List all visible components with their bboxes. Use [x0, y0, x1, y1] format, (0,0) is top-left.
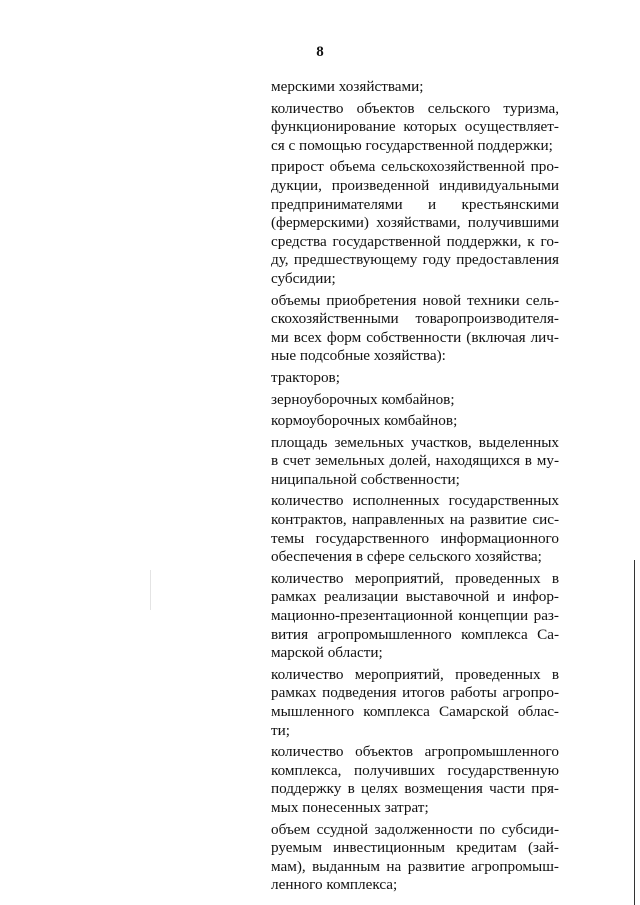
- text-line: контрактов, направленных на развитие сис-: [271, 511, 559, 529]
- page-number: 8: [316, 44, 324, 60]
- text-line: количество объектов агропромышленного: [271, 743, 559, 761]
- text-line: обеспечения в сфере сельского хозяйства;: [271, 548, 542, 566]
- text-line: ду, предшествующему году предоставления: [271, 251, 559, 269]
- text-line: тракторов;: [271, 368, 340, 386]
- text-line: мационно-презентационной концепции раз-: [271, 607, 559, 625]
- text-line: ниципальной собственности;: [271, 470, 460, 488]
- list-item: [271, 391, 559, 410]
- text-line: скохозяйственными товаропроизводителя-: [271, 310, 559, 328]
- text-line: количество мероприятий, проведенных в: [271, 569, 559, 587]
- text-line: прирост объема сельскохозяйственной про-: [271, 158, 559, 176]
- text-line: площадь земельных участков, выделенных: [271, 433, 559, 451]
- text-line: объем ссудной задолженности по субсиди-: [271, 820, 559, 838]
- text-line: комплекса, получивших государственную: [271, 761, 559, 779]
- text-line: вития агропромышленного комплекса Са-: [271, 625, 559, 643]
- list-item: [271, 743, 559, 817]
- list-item: [271, 100, 559, 156]
- list-item: [271, 78, 559, 97]
- text-line: предпринимателями и крестьянскими: [271, 195, 559, 213]
- list-item: [271, 292, 559, 366]
- text-line: объемы приобретения новой техники сель-: [271, 291, 559, 309]
- list-item: [271, 369, 559, 388]
- text-line: темы государственного информационного: [271, 529, 559, 547]
- text-line: (фермерскими) хозяйствами, получившими: [271, 214, 559, 232]
- text-line: кормоуборочных комбайнов;: [271, 412, 458, 430]
- page-edge-line: [634, 560, 635, 905]
- list-item: [271, 821, 559, 895]
- text-line: поддержку в целях возмещения части пря-: [271, 780, 559, 798]
- text-line: мерскими хозяйствами;: [271, 78, 424, 95]
- text-line: ся с помощью государственной поддержки;: [271, 136, 553, 154]
- list-item: [271, 434, 559, 490]
- text-line: мышленного комплекса Самарской облас-: [271, 703, 559, 720]
- text-line: руемым инвестиционным кредитам (зай-: [271, 839, 559, 857]
- text-line: рамках подведения итогов работы агропро-: [271, 684, 559, 702]
- text-line: мых понесенных затрат;: [271, 798, 429, 816]
- list-item: [271, 158, 559, 288]
- text-line: ленного комплекса;: [271, 876, 398, 894]
- text-line: ми всех форм собственности (включая лич-: [271, 328, 559, 346]
- text-line: количество исполненных государственных: [271, 492, 559, 510]
- text-line: дукции, произведенной индивидуальными: [271, 176, 559, 194]
- text-line: марской области;: [271, 644, 383, 662]
- text-line: мам), выданным на развитие агропромыш-: [271, 857, 559, 875]
- text-line: количество мероприятий, проведенных в: [271, 665, 559, 683]
- list-item: [271, 492, 559, 566]
- document-body: [271, 78, 559, 898]
- scan-artifact: [150, 570, 151, 610]
- text-line: субсидии;: [271, 269, 336, 287]
- text-line: в счет земельных долей, находящихся в му-: [271, 452, 559, 470]
- text-line: средства государственной поддержки, к го-: [271, 232, 559, 250]
- text-line: количество объектов сельского туризма,: [271, 99, 559, 117]
- list-item: [271, 412, 559, 431]
- text-line: ти;: [271, 721, 290, 739]
- list-item: [271, 666, 559, 740]
- list-item: [271, 570, 559, 663]
- text-line: рамках реализации выставочной и инфор-: [271, 588, 559, 606]
- text-line: ные подсобные хозяйства):: [271, 347, 446, 365]
- text-line: зерноуборочных комбайнов;: [271, 390, 455, 408]
- text-line: функционирование которых осуществляет-: [271, 118, 559, 136]
